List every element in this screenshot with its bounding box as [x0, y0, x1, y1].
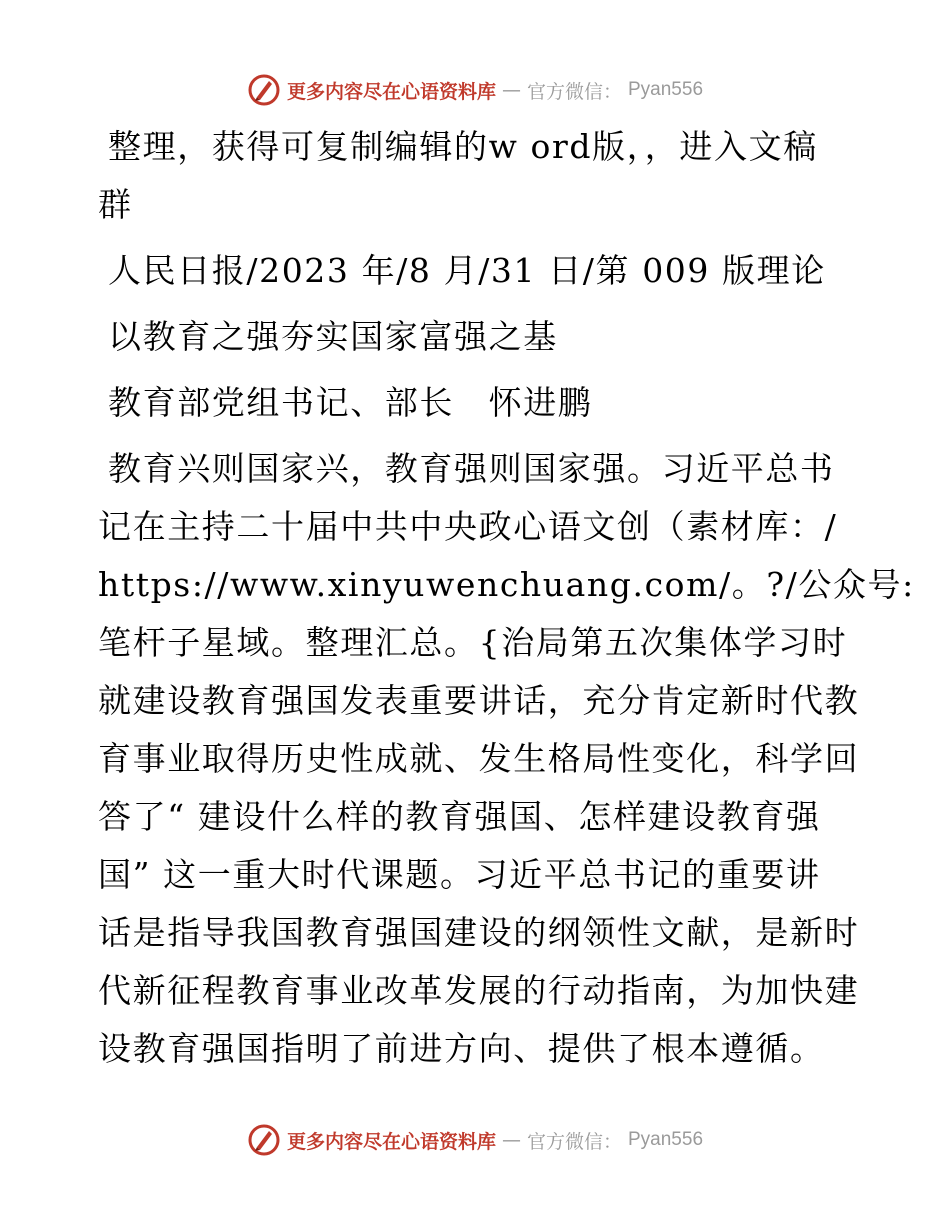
body-line: 代新征程教育事业改革发展的行动指南，为加快建: [98, 971, 860, 1010]
footer-official-label: 官方微信：: [526, 1130, 622, 1153]
body-paragraph: [98, 440, 915, 1078]
article-title: 以教育之强夯实国家富强之基: [108, 317, 558, 356]
body-line: 记在主持二十届中共中央政心语文创（素材库：/: [98, 507, 838, 546]
title-paragraph: [98, 308, 858, 366]
header-dash: —: [501, 79, 521, 101]
footer-banner: [0, 1120, 950, 1160]
article-author: 教育部党组书记、部长 怀进鹏: [108, 383, 593, 422]
header-banner: [0, 70, 950, 110]
footer-dash: —: [501, 1129, 521, 1151]
intro-paragraph: [98, 118, 858, 234]
body-line: 育事业取得历史性成就、发生格局性变化，科学回: [98, 739, 860, 778]
pen-seal-icon: [247, 1123, 281, 1157]
body-line: 话是指导我国教育强国建设的纲领性文献，是新时: [98, 913, 860, 952]
footer-wechat-id: Pyan556: [628, 1129, 704, 1150]
author-paragraph: [98, 374, 858, 432]
body-line: 笔杆子星域。整理汇总。{治局第五次集体学习时: [98, 623, 848, 662]
body-line: https://www.xinyuwenchuang.com/。?/公众号:: [98, 565, 915, 604]
pen-seal-icon: [247, 73, 281, 107]
footer-brand-text: 更多内容尽在心语资料库: [286, 1130, 496, 1153]
source-paragraph: [98, 242, 858, 300]
header-wechat-id: Pyan556: [628, 79, 704, 100]
body-line: 国” 这一重大时代课题。习近平总书记的重要讲: [98, 855, 821, 894]
body-line: 就建设教育强国发表重要讲话，充分肯定新时代教: [98, 681, 860, 720]
body-line: 答了“ 建设什么样的教育强国、怎样建设教育强: [98, 797, 821, 836]
body-line: 设教育强国指明了前进方向、提供了根本遵循。: [98, 1029, 825, 1068]
intro-line: 群: [98, 185, 133, 224]
header-brand-text: 更多内容尽在心语资料库: [286, 80, 496, 103]
document-content: [98, 118, 915, 1086]
body-line: 教育兴则国家兴，教育强则国家强。习近平总书: [108, 449, 835, 488]
header-official-label: 官方微信：: [526, 80, 622, 103]
intro-line: 整理，获得可复制编辑的w ord版，，进入文稿: [108, 127, 818, 166]
source-line: 人民日报/2023 年/8 月/31 日/第 009 版理论: [108, 251, 826, 290]
